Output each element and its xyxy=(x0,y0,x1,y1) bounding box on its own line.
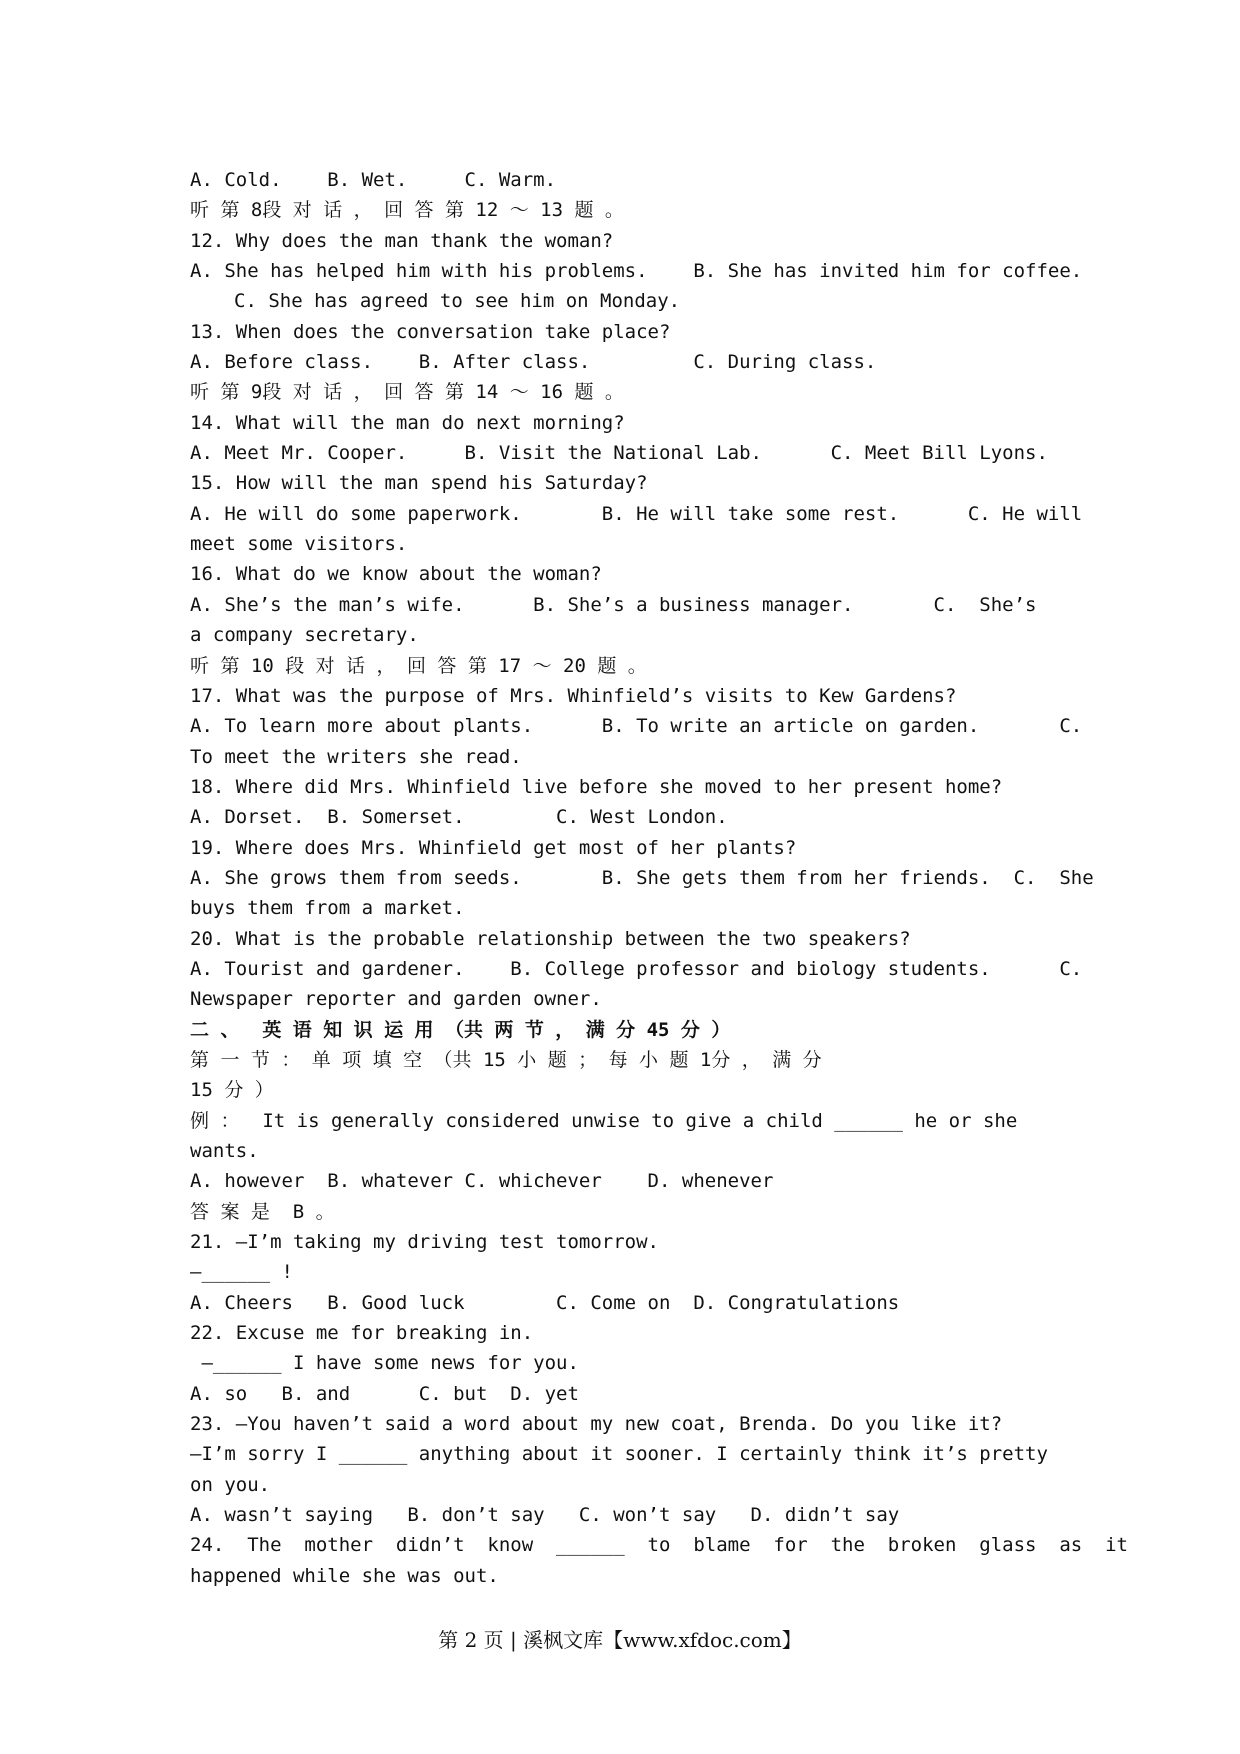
option-line: A. so B. and C. but D. yet xyxy=(190,1382,579,1405)
question-23: 23. —You haven’t said a word about my new coat, Brenda. Do you like it? xyxy=(190,1413,1003,1436)
option-line: Newspaper reporter and garden owner. xyxy=(190,988,602,1011)
question-24: happened while she was out. xyxy=(190,1564,499,1587)
question-17: 17. What was the purpose of Mrs. Whinfield’s visits to Kew Gardens? xyxy=(190,684,957,707)
option-line: A. Cold. B. Wet. C. Warm. xyxy=(190,169,557,191)
option-line: To meet the writers she read. xyxy=(190,745,522,768)
option-line: C. She has agreed to see him on Monday. xyxy=(234,290,681,313)
option-line: A. She has helped him with his problems. B. She has invited him for coffee. xyxy=(190,260,1083,283)
section-heading: 15 分 ） xyxy=(190,1079,274,1102)
section-heading: 第 一 节 ： 单 项 填 空 （共 15 小 题 ； 每 小 题 1分 ， 满 分 xyxy=(190,1048,822,1071)
option-line: A. To learn more about plants. B. To write an article on garden. C. xyxy=(190,715,1083,738)
option-line: buys them from a market. xyxy=(190,897,465,920)
option-line: A. She grows them from seeds. B. She gets them from her friends. C. She xyxy=(190,866,1094,889)
example-answer: 答 案 是 B 。 xyxy=(190,1200,335,1223)
option-line: A. She’s the man’s wife. B. She’s a business manager. C. She’s xyxy=(190,593,1037,616)
option-line: A. Cheers B. Good luck C. Come on D. Congratulations xyxy=(190,1291,900,1314)
question-15: 15. How will the man spend his Saturday? xyxy=(190,472,648,495)
option-line: A. He will do some paperwork. B. He will take some rest. C. He will xyxy=(190,502,1083,525)
question-12: 12. Why does the man thank the woman? xyxy=(190,229,614,252)
example-question: wants. xyxy=(190,1140,259,1162)
document-body xyxy=(190,165,1128,1591)
section-instruction: 听 第 8段 对 话 ， 回 答 第 12 ～ 13 题 。 xyxy=(190,199,624,222)
option-line: meet some visitors. xyxy=(190,533,408,556)
question-13: 13. When does the conversation take place? xyxy=(190,320,671,343)
question-22: —______ I have some news for you. xyxy=(190,1352,579,1375)
option-line: A. Dorset. B. Somerset. C. West London. xyxy=(190,806,728,829)
question-19: 19. Where does Mrs. Whinfield get most of her plants? xyxy=(190,836,797,859)
question-24: 24. The mother didn’t know ______ to blame for the broken glass as it xyxy=(190,1534,1128,1557)
question-23: on you. xyxy=(190,1473,271,1496)
question-21: —______ ! xyxy=(190,1261,293,1284)
page-footer: 第 2 页 | 溪枫文库【www.xfdoc.com】 xyxy=(438,1628,802,1652)
option-line: A. Meet Mr. Cooper. B. Visit the National Lab. C. Meet Bill Lyons. xyxy=(190,442,1048,465)
question-20: 20. What is the probable relationship between the two speakers? xyxy=(190,927,911,950)
question-16: 16. What do we know about the woman? xyxy=(190,563,602,586)
option-line: A. Tourist and gardener. B. College professor and biology students. C. xyxy=(190,957,1083,980)
option-line: a company secretary. xyxy=(190,624,419,647)
question-21: 21. —I’m taking my driving test tomorrow. xyxy=(190,1231,659,1254)
question-23: —I’m sorry I ______ anything about it sooner. I certainly think it’s pretty xyxy=(190,1443,1048,1466)
section-instruction: 听 第 10 段 对 话 ， 回 答 第 17 ～ 20 题 。 xyxy=(190,654,647,677)
question-14: 14. What will the man do next morning? xyxy=(190,411,625,434)
example-question: 例 ： It is generally considered unwise to give a child ______ he or she xyxy=(190,1109,1018,1132)
section-instruction: 听 第 9段 对 话 ， 回 答 第 14 ～ 16 题 。 xyxy=(190,381,624,404)
option-line: A. wasn’t saying B. don’t say C. won’t say D. didn’t say xyxy=(190,1504,900,1527)
question-22: 22. Excuse me for breaking in. xyxy=(190,1322,534,1345)
part-heading: 二 、 英 语 知 识 运 用 （共 两 节 ， 满 分 45 分 ） xyxy=(190,1018,731,1041)
question-18: 18. Where did Mrs. Whinfield live before she moved to her present home? xyxy=(190,775,1003,798)
option-line: A. Before class. B. After class. C. During class. xyxy=(190,351,877,374)
option-line: A. however B. whatever C. whichever D. whenever xyxy=(190,1170,774,1193)
